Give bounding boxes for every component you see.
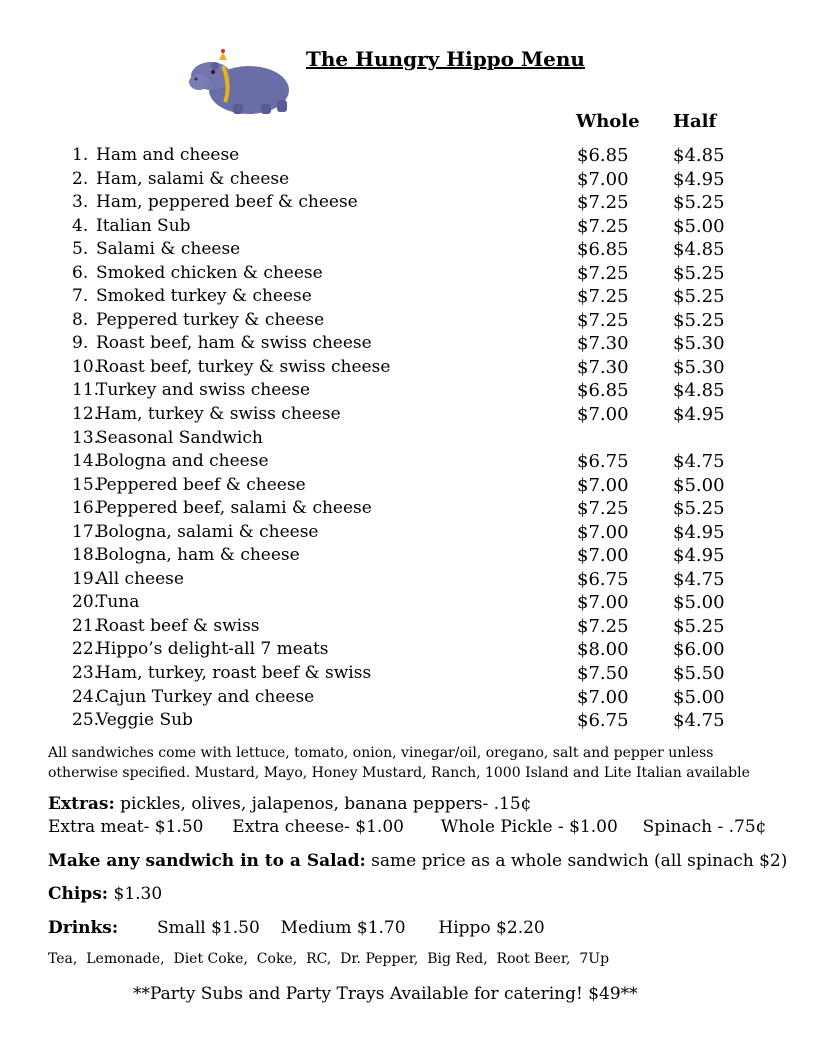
menu-item-number: 14.	[72, 451, 100, 472]
menu-item-name: Peppered turkey & cheese	[96, 309, 325, 330]
menu-item-row	[72, 285, 752, 309]
menu-item-row	[72, 403, 752, 427]
menu-item-row	[72, 238, 752, 262]
salad-line	[48, 851, 787, 871]
menu-item-name: Bologna and cheese	[96, 451, 269, 472]
menu-item-name: Cajun Turkey and cheese	[96, 686, 315, 707]
menu-item-row	[72, 497, 752, 521]
menu-item-name: Italian Sub	[96, 215, 191, 236]
menu-item-whole-price: $7.25	[577, 215, 629, 237]
menu-item-half-price: $5.30	[673, 333, 725, 355]
menu-item-number: 22.	[72, 639, 100, 660]
menu-item-name: Seasonal Sandwich	[96, 427, 263, 448]
menu-item-row	[72, 521, 752, 545]
menu-item-half-price: $4.85	[673, 239, 725, 261]
menu-item-number: 10.	[72, 356, 100, 377]
menu-item-name: Roast beef & swiss	[96, 615, 260, 636]
menu-item-name: Roast beef, ham & swiss cheese	[96, 333, 372, 354]
menu-item-name: Smoked turkey & cheese	[96, 286, 312, 307]
menu-item-half-price: $5.25	[673, 309, 725, 331]
drink-medium-price: Medium $1.70	[280, 918, 406, 938]
hippo-logo-icon	[189, 46, 299, 118]
menu-item-row	[72, 191, 752, 215]
extras-label: Extras:	[48, 794, 115, 814]
chips-price: $1.30	[108, 884, 163, 904]
menu-item-number: 23.	[72, 663, 100, 684]
drink-hippo-price: Hippo $2.20	[438, 918, 545, 938]
menu-list	[72, 144, 752, 733]
menu-item-half-price: $5.00	[673, 474, 725, 496]
menu-item-name: Ham and cheese	[96, 145, 240, 165]
menu-item-name: Peppered beef, salami & cheese	[96, 498, 372, 519]
menu-item-number: 13.	[72, 427, 100, 448]
menu-item-row	[72, 568, 752, 592]
menu-item-half-price: $4.95	[673, 521, 725, 543]
column-header-half: Half	[673, 111, 717, 132]
menu-item-half-price: $4.75	[673, 451, 725, 473]
extra-meat-price: Extra meat- $1.50	[48, 817, 204, 837]
menu-item-number: 11.	[72, 380, 100, 401]
menu-item-whole-price: $7.30	[577, 333, 629, 355]
menu-item-row	[72, 427, 752, 451]
menu-item-row	[72, 309, 752, 333]
menu-item-row	[72, 450, 752, 474]
menu-item-name: Bologna, ham & cheese	[96, 545, 300, 566]
menu-item-number: 8.	[72, 309, 89, 330]
menu-item-half-price: $5.25	[673, 498, 725, 520]
menu-item-number: 3.	[72, 192, 89, 213]
menu-item-whole-price: $7.25	[577, 309, 629, 331]
menu-item-row	[72, 709, 752, 733]
menu-item-half-price: $6.00	[673, 639, 725, 661]
menu-item-half-price: $4.95	[673, 545, 725, 567]
menu-item-number: 2.	[72, 168, 89, 189]
chips-line	[48, 884, 162, 904]
menu-item-whole-price: $7.00	[577, 168, 629, 190]
menu-item-row	[72, 144, 752, 168]
menu-item-name: Turkey and swiss cheese	[96, 380, 311, 401]
menu-item-name: Roast beef, turkey & swiss cheese	[96, 356, 391, 377]
menu-item-half-price: $4.95	[673, 404, 725, 426]
menu-item-row	[72, 638, 752, 662]
menu-item-whole-price: $7.25	[577, 498, 629, 520]
menu-item-name: Ham, turkey, roast beef & swiss	[96, 663, 372, 684]
extras-prices-line	[48, 817, 767, 837]
whole-pickle-price: Whole Pickle - $1.00	[440, 817, 618, 837]
menu-item-name: Salami & cheese	[96, 239, 241, 260]
menu-item-half-price: $5.00	[673, 686, 725, 708]
spinach-price: Spinach - .75¢	[642, 817, 767, 837]
extras-line	[48, 794, 532, 814]
menu-item-whole-price: $7.00	[577, 404, 629, 426]
menu-item-whole-price: $7.25	[577, 615, 629, 637]
menu-item-row	[72, 544, 752, 568]
menu-item-number: 9.	[72, 333, 89, 354]
extras-text: pickles, olives, jalapenos, banana peppers- .15¢	[114, 794, 532, 814]
menu-item-half-price: $4.85	[673, 380, 725, 402]
menu-item-whole-price: $6.85	[577, 145, 629, 166]
menu-item-name: Ham, salami & cheese	[96, 168, 290, 189]
menu-item-name: Hippo’s delight-all 7 meats	[96, 639, 329, 660]
menu-item-half-price: $5.00	[673, 592, 725, 614]
menu-item-whole-price: $7.30	[577, 356, 629, 378]
menu-item-number: 15.	[72, 474, 100, 495]
menu-item-half-price: $5.30	[673, 356, 725, 378]
menu-item-whole-price: $7.25	[577, 262, 629, 284]
menu-item-whole-price: $7.25	[577, 286, 629, 308]
menu-item-name: Ham, peppered beef & cheese	[96, 192, 358, 213]
menu-item-half-price: $4.85	[673, 145, 725, 166]
menu-item-whole-price: $7.00	[577, 521, 629, 543]
menu-item-number: 1.	[72, 145, 89, 165]
menu-item-row	[72, 262, 752, 286]
menu-item-whole-price: $6.85	[577, 380, 629, 402]
menu-item-number: 21.	[72, 615, 100, 636]
menu-item-half-price: $5.25	[673, 286, 725, 308]
menu-item-name: Veggie Sub	[96, 710, 193, 731]
menu-item-number: 6.	[72, 262, 89, 283]
menu-item-number: 12.	[72, 404, 100, 425]
salad-text: same price as a whole sandwich (all spinach $2)	[365, 851, 788, 871]
page-title: The Hungry Hippo Menu	[306, 47, 585, 71]
drinks-label: Drinks:	[48, 918, 119, 938]
menu-item-row	[72, 356, 752, 380]
menu-item-row	[72, 168, 752, 192]
menu-item-whole-price: $7.00	[577, 592, 629, 614]
menu-item-number: 25.	[72, 710, 100, 731]
menu-item-row	[72, 615, 752, 639]
menu-item-number: 4.	[72, 215, 89, 236]
menu-item-whole-price: $7.00	[577, 474, 629, 496]
menu-item-row	[72, 474, 752, 498]
menu-item-number: 7.	[72, 286, 89, 307]
menu-item-name: All cheese	[96, 568, 184, 589]
menu-item-number: 17.	[72, 521, 100, 542]
menu-item-whole-price: $6.75	[577, 568, 629, 590]
menu-item-row	[72, 591, 752, 615]
drink-small-price: Small $1.50	[156, 918, 260, 938]
menu-item-row	[72, 379, 752, 403]
menu-item-whole-price: $7.00	[577, 686, 629, 708]
menu-item-whole-price: $6.85	[577, 239, 629, 261]
menu-item-half-price: $4.95	[673, 168, 725, 190]
menu-item-half-price: $5.50	[673, 663, 725, 685]
menu-item-whole-price: $6.75	[577, 710, 629, 732]
menu-item-number: 20.	[72, 592, 100, 613]
chips-label: Chips:	[48, 884, 109, 904]
menu-item-number: 19.	[72, 568, 100, 589]
menu-item-row	[72, 332, 752, 356]
drinks-line	[48, 918, 545, 938]
menu-item-whole-price: $6.75	[577, 451, 629, 473]
menu-item-half-price: $4.75	[673, 568, 725, 590]
extra-cheese-price: Extra cheese- $1.00	[232, 817, 404, 837]
column-header-whole: Whole	[576, 111, 640, 132]
menu-item-whole-price: $8.00	[577, 639, 629, 661]
menu-item-half-price: $5.25	[673, 615, 725, 637]
menu-item-whole-price: $7.50	[577, 663, 629, 685]
menu-item-number: 5.	[72, 239, 89, 260]
menu-item-half-price: $5.00	[673, 215, 725, 237]
menu-item-name: Peppered beef & cheese	[96, 474, 306, 495]
party-catering-note: **Party Subs and Party Trays Available for catering! $49**	[133, 984, 638, 1004]
menu-item-number: 18.	[72, 545, 100, 566]
drink-list: Tea, Lemonade, Diet Coke, Coke, RC, Dr. Pepper, Big Red, Root Beer, 7Up	[48, 951, 610, 967]
menu-item-whole-price: $7.00	[577, 545, 629, 567]
menu-item-half-price: $4.75	[673, 710, 725, 732]
menu-item-number: 24.	[72, 686, 100, 707]
menu-item-name: Ham, turkey & swiss cheese	[96, 404, 341, 425]
menu-item-number: 16.	[72, 498, 100, 519]
sandwich-note: All sandwiches come with lettuce, tomato, onion, vinegar/oil, oregano, salt and pepper unless otherwise specified. Mustard, Mayo, Honey Mustard, Ranch, 1000 Island and Lite Italian available	[48, 745, 750, 781]
salad-label: Make any sandwich in to a Salad:	[48, 851, 366, 871]
menu-item-half-price: $5.25	[673, 262, 725, 284]
menu-item-half-price: $5.25	[673, 192, 725, 214]
menu-item-row	[72, 662, 752, 686]
menu-item-row	[72, 686, 752, 710]
menu-item-row	[72, 215, 752, 239]
menu-item-whole-price: $7.25	[577, 192, 629, 214]
menu-item-name: Bologna, salami & cheese	[96, 521, 319, 542]
menu-item-name: Smoked chicken & cheese	[96, 262, 323, 283]
menu-item-name: Tuna	[96, 592, 140, 613]
